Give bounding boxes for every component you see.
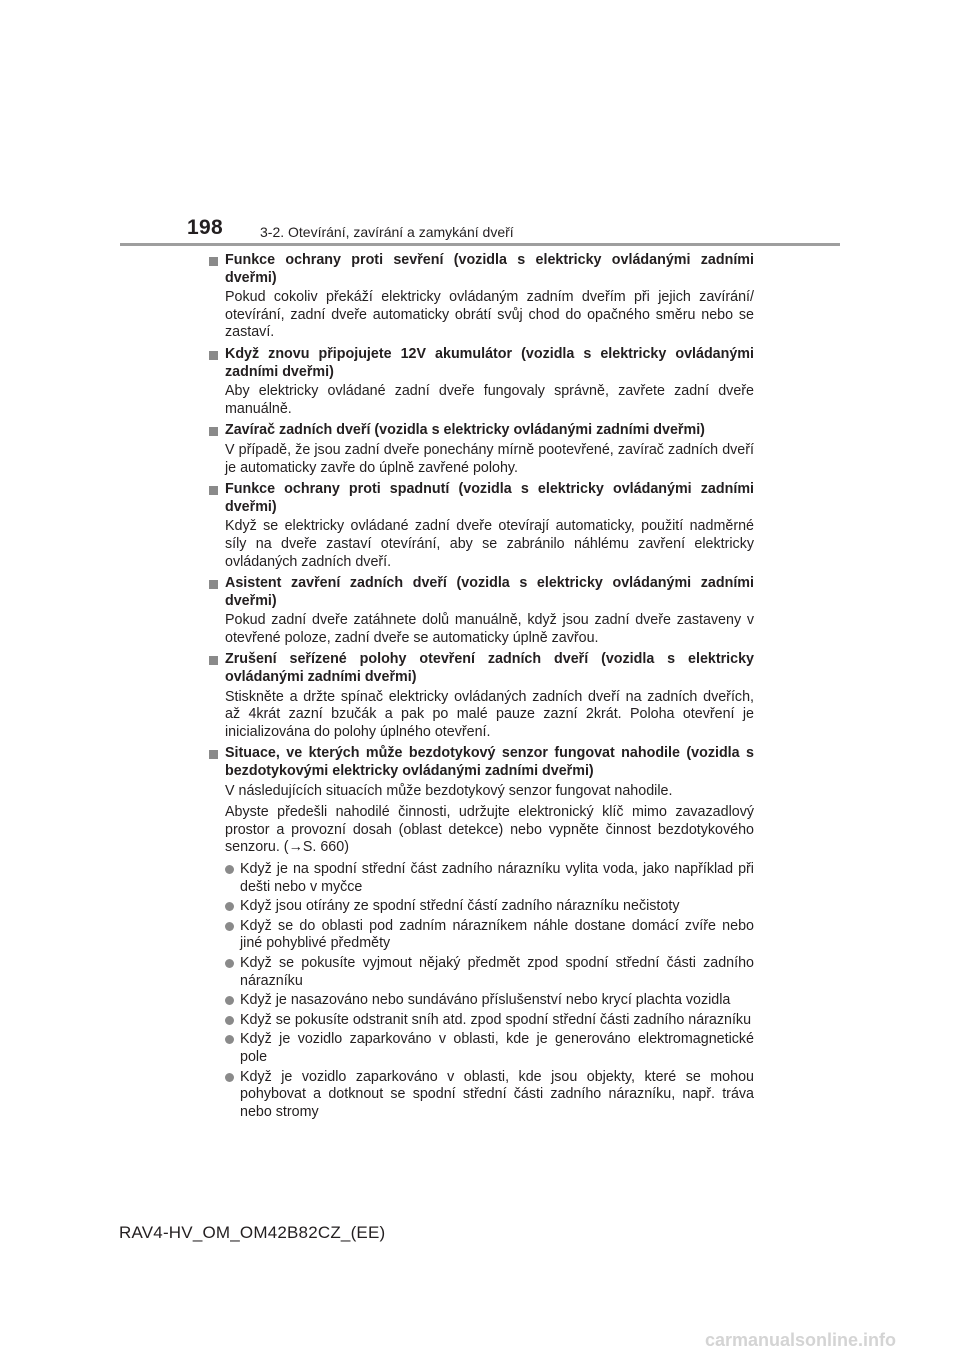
- list-item-text: Když se pokusíte vyjmout nějaký předmět zpod spodní střední části zadního nárazníku: [240, 954, 754, 989]
- list-item-text: Když jsou otírány ze spodní střední částí zadního nárazníku nečistoty: [240, 898, 680, 915]
- section-1: [208, 252, 754, 342]
- list-item: [208, 918, 754, 953]
- section-heading: [208, 346, 754, 381]
- section-body: [208, 689, 754, 742]
- page-number: 198: [187, 216, 223, 239]
- paragraph: V případě, že jsou zadní dveře ponechány mírně pootevřené, zavírač zadních dveří je automaticky zavře do úplně zavřené polohy.: [225, 441, 754, 476]
- section-body: [208, 612, 754, 647]
- circle-bullet-icon: [225, 1073, 234, 1082]
- square-bullet-icon: [209, 351, 218, 360]
- section-heading-text: Asistent zavření zadních dveří (vozidla s elektricky ovládanými zadními dveřmi): [225, 575, 754, 609]
- section-heading-text: Situace, ve kterých může bezdotykový senzor fungovat nahodile (vozidla s bezdotykovými elektricky ovládanými zadními dveřmi): [225, 745, 754, 780]
- list-item-text: Když je vozidlo zaparkováno v oblasti, kde jsou objekty, které se mohou pohybovat a dotknout se spodní střední části zadního nárazníku, např. tráva nebo stromy: [240, 1068, 754, 1120]
- section-body: [208, 783, 754, 857]
- square-bullet-icon: [209, 427, 218, 436]
- watermark: carmanualsonline.info: [705, 1330, 897, 1350]
- paragraph: Stiskněte a držte spínač elektricky ovládaných zadních dveří na zadních dveřích, až 4krát zazní bzučák a pak po malé pauze zazní 2krát. Poloha otevření je inicializována do polohy úplného otevření.: [225, 688, 754, 740]
- section-heading: [208, 745, 754, 780]
- section-body: [208, 518, 754, 571]
- list-item: [208, 861, 754, 896]
- circle-bullet-icon: [225, 959, 234, 968]
- circle-bullet-icon: [225, 1016, 234, 1025]
- list-item: [208, 955, 754, 990]
- circle-bullet-icon: [225, 996, 234, 1005]
- square-bullet-icon: [209, 257, 218, 266]
- square-bullet-icon: [209, 486, 218, 495]
- section-heading-text: Funkce ochrany proti spadnutí (vozidla s elektricky ovládanými zadními dveřmi): [225, 481, 754, 515]
- list-item: [208, 1069, 754, 1122]
- section-6: [208, 651, 754, 741]
- section-7: [208, 745, 754, 1121]
- section-heading-text: Funkce ochrany proti sevření (vozidla s elektricky ovládanými zadními dveřmi): [225, 252, 754, 286]
- square-bullet-icon: [209, 580, 218, 589]
- list-item: [208, 992, 754, 1010]
- circle-bullet-icon: [225, 902, 234, 911]
- page-content: [208, 252, 754, 1124]
- section-heading: [208, 422, 754, 440]
- list-item-text: Když je na spodní střední část zadního nárazníku vylita voda, jako například při dešti nebo v myčce: [240, 861, 754, 895]
- list-item-text: Když se pokusíte odstranit sníh atd. zpod spodní střední části zadního nárazníku: [240, 1011, 752, 1028]
- list-item: [208, 898, 754, 916]
- list-item: [208, 1031, 754, 1066]
- square-bullet-icon: [209, 656, 218, 665]
- list-item-text: Když je nasazováno nebo sundáváno příslušenství nebo krycí plachta vozidla: [240, 992, 731, 1009]
- paragraph: Pokud zadní dveře zatáhnete dolů manuálně, když jsou zadní dveře zastaveny v otevřené poloze, zadní dveře se automaticky úplně zavřou.: [225, 612, 754, 646]
- paragraph: V následujících situacích může bezdotykový senzor fungovat nahodile.: [225, 782, 673, 799]
- section-heading-text: Zavírač zadních dveří (vozidla s elektricky ovládanými zadními dveřmi): [225, 422, 705, 439]
- section-heading: [208, 252, 754, 287]
- section-heading: [208, 481, 754, 516]
- section-3: [208, 422, 754, 477]
- section-body: [208, 442, 754, 477]
- section-heading: [208, 575, 754, 610]
- document-code: RAV4-HV_OM_OM42B82CZ_(EE): [119, 1223, 386, 1242]
- list-item-text: Když se do oblasti pod zadním nárazníkem náhle dostane domácí zvíře nebo jiné pohyblivé předměty: [240, 917, 754, 952]
- paragraph: Abyste předešli nahodilé činnosti, udržujte elektronický klíč mimo zavazadlový prostor a provozní dosah (oblast detekce) nebo vypněte činnost bezdotykového senzoru. (→S. 660): [225, 804, 754, 856]
- circle-bullet-icon: [225, 865, 234, 874]
- header-divider: [120, 243, 840, 246]
- square-bullet-icon: [209, 750, 218, 759]
- section-body: [208, 383, 754, 418]
- paragraph: Když se elektricky ovládané zadní dveře otevírají automaticky, použití nadměrné síly na dveře zastaví otevírání, aby se zabránilo náhlému zavření elektricky ovládaných zadních dveří.: [225, 518, 754, 570]
- section-5: [208, 575, 754, 647]
- section-2: [208, 346, 754, 418]
- section-heading: [208, 651, 754, 686]
- section-heading-text: Když znovu připojujete 12V akumulátor (vozidla s elektricky ovládanými zadními dveřmi): [225, 345, 754, 380]
- circle-bullet-icon: [225, 1035, 234, 1044]
- section-heading-text: Zrušení seřízené polohy otevření zadních dveří (vozidla s elektricky ovládanými zadními dveřmi): [225, 651, 754, 686]
- section-body: [208, 289, 754, 342]
- paragraph: Aby elektricky ovládané zadní dveře fungovaly správně, zavřete zadní dveře manuálně.: [225, 383, 754, 417]
- bullet-list: [208, 861, 754, 1121]
- list-item: [208, 1012, 754, 1030]
- section-4: [208, 481, 754, 571]
- list-item-text: Když je vozidlo zaparkováno v oblasti, kde je generováno elektromagnetické pole: [240, 1031, 754, 1065]
- circle-bullet-icon: [225, 922, 234, 931]
- paragraph: Pokud cokoliv překáží elektricky ovládaným zadním dveřím při jejich zavírání/ otevírání, zadní dveře automaticky obrátí svůj chod do opačného směru nebo se zastaví.: [225, 289, 754, 341]
- section-title: 3-2. Otevírání, zavírání a zamykání dveří: [260, 224, 514, 240]
